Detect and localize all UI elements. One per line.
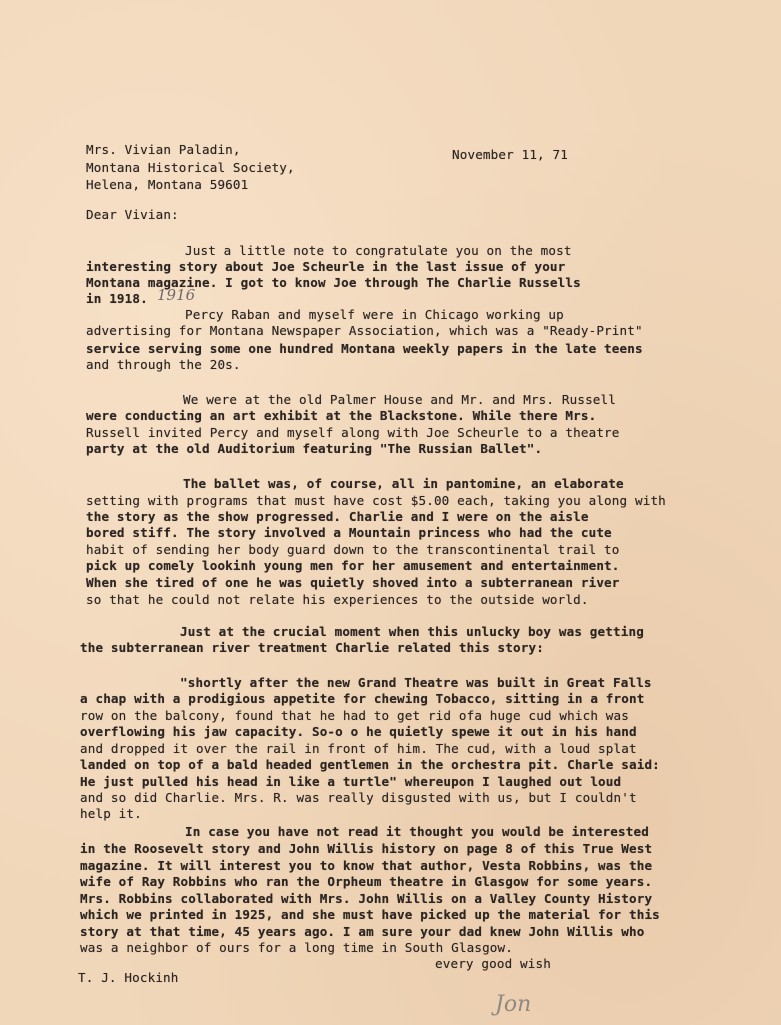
body-line: a chap with a prodigious appetite for chewing Tobacco, sitting in a front [80, 691, 645, 706]
body-line: Mrs. Robbins collaborated with Mrs. John Willis on a Valley County History [80, 891, 653, 906]
recipient-name: Mrs. Vivian Paladin, [86, 142, 241, 157]
handwritten-year: 1916 [157, 286, 196, 304]
body-line: habit of sending her body guard down to the transcontinental trail to [86, 542, 620, 557]
body-line: The ballet was, of course, all in pantomine, an elaborate [183, 476, 624, 491]
body-line: We were at the old Palmer House and Mr. and Mrs. Russell [183, 392, 616, 407]
letter-date: November 11, 71 [452, 147, 568, 162]
recipient-city: Helena, Montana 59601 [86, 177, 249, 192]
body-line: pick up comely lookinh young men for her amusement and entertainment. [86, 558, 620, 573]
body-line: Percy Raban and myself were in Chicago working up [185, 307, 564, 322]
body-line: overflowing his jaw capacity. So-o o he quietly spewe it out in his hand [80, 724, 637, 739]
closing: every good wish [435, 956, 551, 971]
body-line: He just pulled his head in like a turtle" whereupon I laughed out loud [80, 774, 622, 789]
body-line: interesting story about Joe Scheurle in the last issue of your [86, 259, 566, 274]
body-line: and so did Charlie. Mrs. R. was really disgusted with us, but I couldn't [80, 790, 637, 805]
recipient-organization: Montana Historical Society, [86, 160, 295, 175]
body-line: Montana magazine. I got to know Joe through The Charlie Russells [86, 275, 581, 290]
body-line: "shortly after the new Grand Theatre was built in Great Falls [180, 675, 652, 690]
body-line: service serving some one hundred Montana weekly papers in the late teens [86, 341, 643, 356]
body-line: and dropped it over the rail in front of him. The cud, with a loud splat [80, 741, 637, 756]
body-line: the subterranean river treatment Charlie related this story: [80, 640, 544, 655]
signature: T. J. Hockinh [78, 970, 179, 985]
body-line: setting with programs that must have cost $5.00 each, taking you along with [86, 493, 666, 508]
body-line: so that he could not relate his experiences to the outside world. [86, 592, 589, 607]
body-line: When she tired of one he was quietly shoved into a subterranean river [86, 575, 620, 590]
body-line: which we printed in 1925, and she must have picked up the material for this [80, 907, 660, 922]
body-line: wife of Ray Robbins who ran the Orpheum theatre in Glasgow for some years. [80, 874, 653, 889]
body-line: was a neighbor of ours for a long time in South Glasgow. [80, 940, 513, 955]
body-line: row on the balcony, found that he had to get rid ofa huge cud which was [80, 708, 629, 723]
body-line: advertising for Montana Newspaper Association, which was a "Ready-Print" [86, 323, 643, 338]
body-line: the story as the show progressed. Charlie and I were on the aisle [86, 509, 589, 524]
body-line: In case you have not read it thought you would be interested [185, 824, 649, 839]
body-line: in the Roosevelt story and John Willis history on page 8 of this True West [80, 841, 653, 856]
body-line: in 1918. [86, 291, 148, 306]
body-line: help it. [80, 806, 142, 821]
salutation: Dear Vivian: [86, 207, 179, 222]
body-line: bored stiff. The story involved a Mountain princess who had the cute [86, 525, 612, 540]
body-line: and through the 20s. [86, 357, 241, 372]
body-line: were conducting an art exhibit at the Blackstone. While there Mrs. [86, 408, 597, 423]
body-line: Russell invited Percy and myself along with Joe Scheurle to a theatre [86, 425, 620, 440]
body-line: party at the old Auditorium featuring "The Russian Ballet". [86, 441, 543, 456]
body-line: Just at the crucial moment when this unlucky boy was getting [180, 624, 644, 639]
body-line: Just a little note to congratulate you on the most [185, 243, 572, 258]
body-line: story at that time, 45 years ago. I am sure your dad knew John Willis who [80, 924, 645, 939]
body-line: magazine. It will interest you to know that author, Vesta Robbins, was the [80, 858, 653, 873]
handwritten-initials: Jon [495, 992, 532, 1017]
body-line: landed on top of a bald headed gentlemen in the orchestra pit. Charle said: [80, 757, 660, 772]
